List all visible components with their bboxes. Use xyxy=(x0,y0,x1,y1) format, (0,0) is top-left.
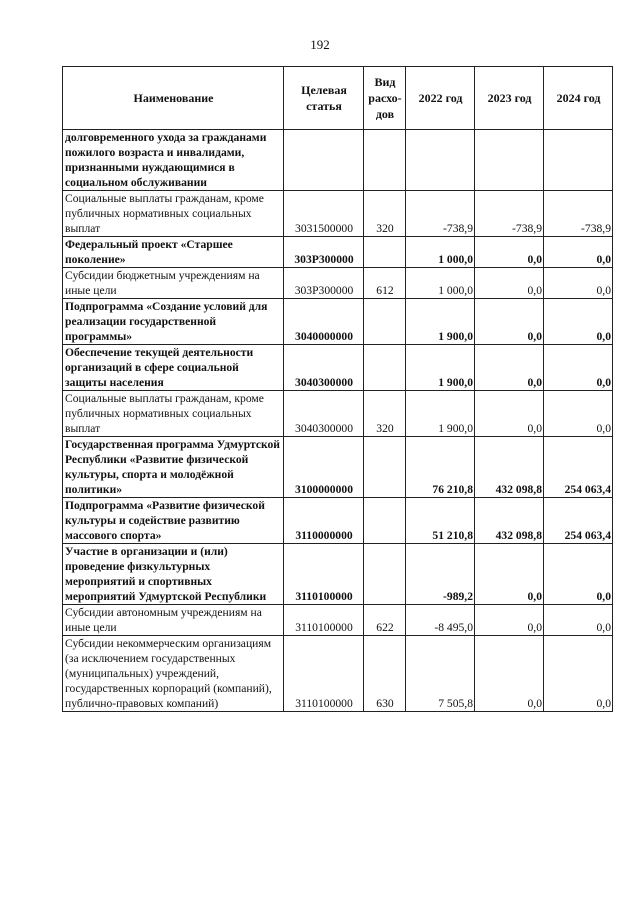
cell-y2024: 0,0 xyxy=(544,299,613,345)
table-row xyxy=(63,191,613,237)
cell-name: Субсидии бюджетным учреждениям на иные цели xyxy=(63,268,284,299)
cell-y2022: 51 210,8 xyxy=(406,498,475,544)
table-row xyxy=(63,345,613,391)
cell-kind: 630 xyxy=(364,636,406,712)
cell-y2023: 0,0 xyxy=(475,605,544,636)
header-kind: Вид расхо-дов xyxy=(364,67,406,130)
cell-name: Государственная программа Удмуртской Республики «Развитие физической культуры, спорта и молодёжной политики» xyxy=(63,437,284,498)
header-2023: 2023 год xyxy=(475,67,544,130)
table-row xyxy=(63,605,613,636)
cell-y2024: 0,0 xyxy=(544,345,613,391)
cell-code: 3110100000 xyxy=(284,636,364,712)
cell-code: 3110000000 xyxy=(284,498,364,544)
cell-y2024: 0,0 xyxy=(544,636,613,712)
cell-code: 303P300000 xyxy=(284,237,364,268)
table-row xyxy=(63,268,613,299)
cell-name: Подпрограмма «Создание условий для реализации государственной программы» xyxy=(63,299,284,345)
cell-y2022: -8 495,0 xyxy=(406,605,475,636)
table-header-row xyxy=(63,67,613,130)
cell-kind xyxy=(364,498,406,544)
cell-y2023: 0,0 xyxy=(475,544,544,605)
cell-name: Участие в организации и (или) проведение физкультурных мероприятий и спортивных мероприятий Удмуртской Республики xyxy=(63,544,284,605)
table-row xyxy=(63,130,613,191)
cell-y2023: 432 098,8 xyxy=(475,437,544,498)
cell-y2022: 1 900,0 xyxy=(406,391,475,437)
cell-code: 3040000000 xyxy=(284,299,364,345)
cell-code: 3040300000 xyxy=(284,345,364,391)
budget-table xyxy=(62,66,613,712)
cell-y2022: 1 000,0 xyxy=(406,268,475,299)
cell-kind xyxy=(364,544,406,605)
cell-name: Социальные выплаты гражданам, кроме публичных нормативных социальных выплат xyxy=(63,191,284,237)
cell-code xyxy=(284,130,364,191)
cell-y2022: 1 900,0 xyxy=(406,299,475,345)
cell-name: долговременного ухода за гражданами пожилого возраста и инвалидами, признанными нуждающимися в социальном обслуживании xyxy=(63,130,284,191)
cell-y2023: 0,0 xyxy=(475,237,544,268)
cell-y2022: 7 505,8 xyxy=(406,636,475,712)
table-row xyxy=(63,391,613,437)
cell-y2024: 254 063,4 xyxy=(544,437,613,498)
cell-code: 303P300000 xyxy=(284,268,364,299)
cell-y2024: 0,0 xyxy=(544,391,613,437)
cell-kind xyxy=(364,237,406,268)
table-row xyxy=(63,498,613,544)
table-row xyxy=(63,544,613,605)
header-2022: 2022 год xyxy=(406,67,475,130)
page-number: 192 xyxy=(310,37,330,52)
table-row xyxy=(63,237,613,268)
cell-kind xyxy=(364,299,406,345)
cell-y2024: 0,0 xyxy=(544,544,613,605)
cell-y2022: 1 900,0 xyxy=(406,345,475,391)
cell-kind: 612 xyxy=(364,268,406,299)
cell-kind: 320 xyxy=(364,391,406,437)
cell-code: 3110100000 xyxy=(284,605,364,636)
cell-y2022: 1 000,0 xyxy=(406,237,475,268)
cell-code: 3040300000 xyxy=(284,391,364,437)
cell-y2023 xyxy=(475,130,544,191)
cell-name: Подпрограмма «Развитие физической культуры и содействие развитию массового спорта» xyxy=(63,498,284,544)
table-row xyxy=(63,437,613,498)
cell-y2023: 0,0 xyxy=(475,299,544,345)
cell-code: 3110100000 xyxy=(284,544,364,605)
cell-y2024: 0,0 xyxy=(544,237,613,268)
cell-y2024: -738,9 xyxy=(544,191,613,237)
cell-name: Субсидии автономным учреждениям на иные цели xyxy=(63,605,284,636)
cell-y2022: 76 210,8 xyxy=(406,437,475,498)
header-name: Наименование xyxy=(63,67,284,130)
table-row xyxy=(63,299,613,345)
cell-code: 3031500000 xyxy=(284,191,364,237)
cell-y2022 xyxy=(406,130,475,191)
cell-code: 3100000000 xyxy=(284,437,364,498)
cell-name: Обеспечение текущей деятельности организаций в сфере социальной защиты населения xyxy=(63,345,284,391)
cell-y2023: 0,0 xyxy=(475,345,544,391)
cell-kind xyxy=(364,437,406,498)
table-row xyxy=(63,636,613,712)
cell-kind xyxy=(364,345,406,391)
cell-y2022: -989,2 xyxy=(406,544,475,605)
cell-name: Социальные выплаты гражданам, кроме публичных нормативных социальных выплат xyxy=(63,391,284,437)
header-2024: 2024 год xyxy=(544,67,613,130)
cell-y2023: 0,0 xyxy=(475,636,544,712)
cell-kind: 320 xyxy=(364,191,406,237)
cell-y2023: -738,9 xyxy=(475,191,544,237)
cell-y2022: -738,9 xyxy=(406,191,475,237)
cell-y2024: 0,0 xyxy=(544,605,613,636)
header-code: Целевая статья xyxy=(284,67,364,130)
cell-name: Федеральный проект «Старшее поколение» xyxy=(63,237,284,268)
cell-y2023: 432 098,8 xyxy=(475,498,544,544)
cell-kind xyxy=(364,130,406,191)
cell-y2023: 0,0 xyxy=(475,391,544,437)
cell-y2024: 254 063,4 xyxy=(544,498,613,544)
cell-kind: 622 xyxy=(364,605,406,636)
cell-y2024 xyxy=(544,130,613,191)
cell-y2023: 0,0 xyxy=(475,268,544,299)
cell-name: Субсидии некоммерческим организациям (за исключением государственных (муниципальных) учреждений, государственных корпораций (компаний), публично-правовых компаний) xyxy=(63,636,284,712)
cell-y2024: 0,0 xyxy=(544,268,613,299)
